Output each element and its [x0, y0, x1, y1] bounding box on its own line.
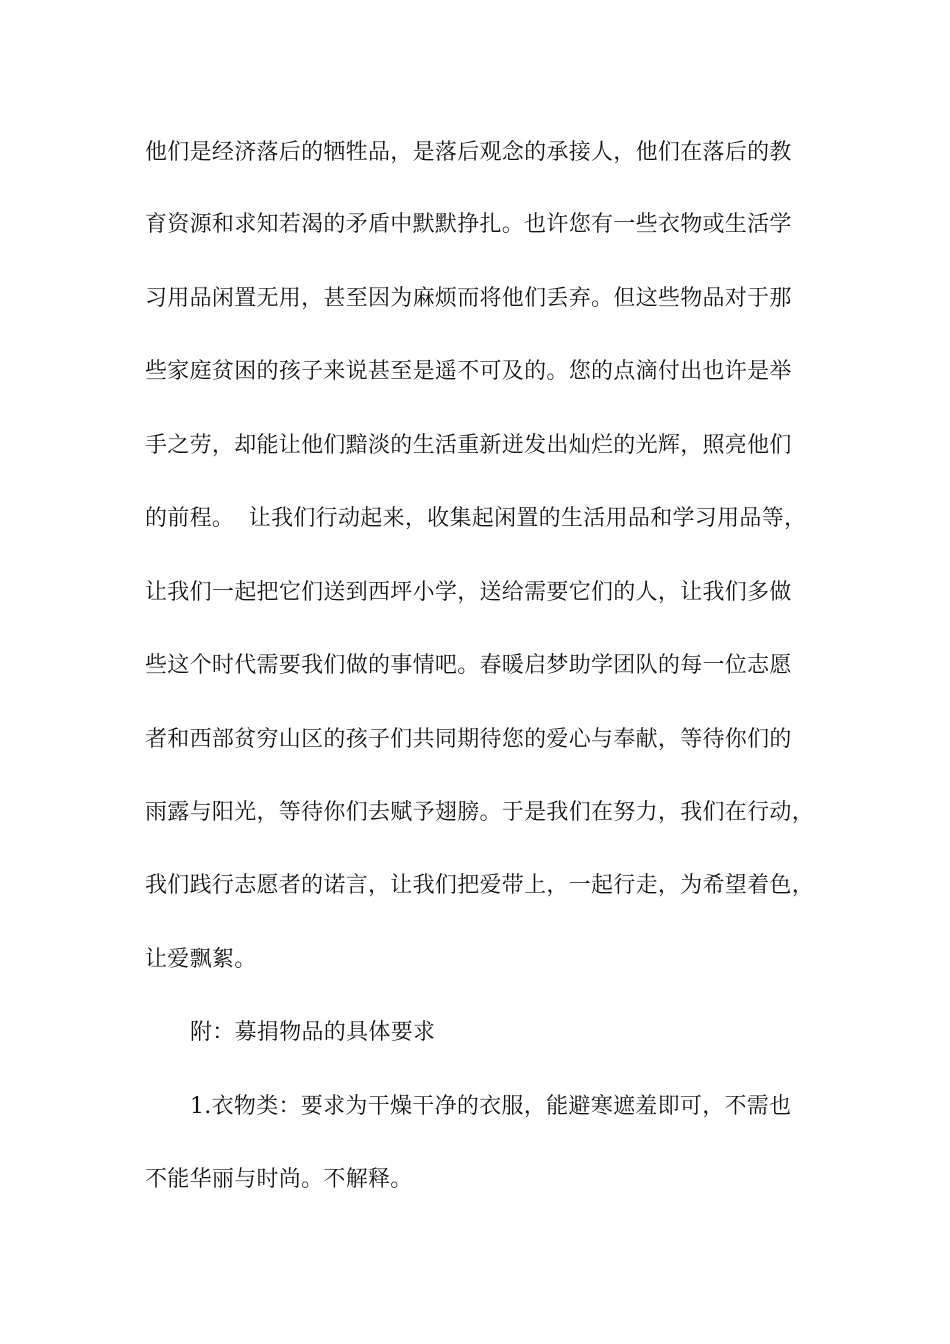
body-line: 些这个时代需要我们做的事情吧。春暖启梦助学团队的每一位志愿: [145, 653, 792, 678]
appendix-heading: 附：募捐物品的具体要求: [190, 1020, 436, 1045]
body-line: 雨露与阳光，等待你们去赋予翅膀。于是我们在努力，我们在行动，: [145, 800, 815, 825]
list-item-clothing-continued: 不能华丽与时尚。不解释。: [145, 1167, 413, 1192]
body-line: 让我们一起把它们送到西坪小学，送给需要它们的人，让我们多做: [145, 580, 792, 605]
body-line: 的前程。 让我们行动起来，收集起闲置的生活用品和学习用品等，: [145, 506, 807, 531]
list-item-clothing: 1.衣物类：要求为干燥干净的衣服，能避寒遮羞即可，不需也: [190, 1094, 792, 1119]
body-line: 些家庭贫困的孩子来说甚至是遥不可及的。您的点滴付出也许是举: [145, 359, 792, 384]
body-line: 手之劳，却能让他们黯淡的生活重新迸发出灿烂的光辉，照亮他们: [145, 433, 792, 458]
body-line: 我们践行志愿者的诺言，让我们把爱带上，一起行走，为希望着色，: [145, 873, 815, 898]
body-line: 育资源和求知若渴的矛盾中默默挣扎。也许您有一些衣物或生活学: [145, 212, 792, 237]
body-line: 让爱飘絮。: [145, 947, 257, 972]
body-line: 习用品闲置无用，甚至因为麻烦而将他们丢弃。但这些物品对于那: [145, 286, 792, 311]
body-line: 他们是经济落后的牺牲品，是落后观念的承接人，他们在落后的教: [145, 140, 792, 165]
body-line: 者和西部贫穷山区的孩子们共同期待您的爱心与奉献，等待你们的: [145, 727, 792, 752]
